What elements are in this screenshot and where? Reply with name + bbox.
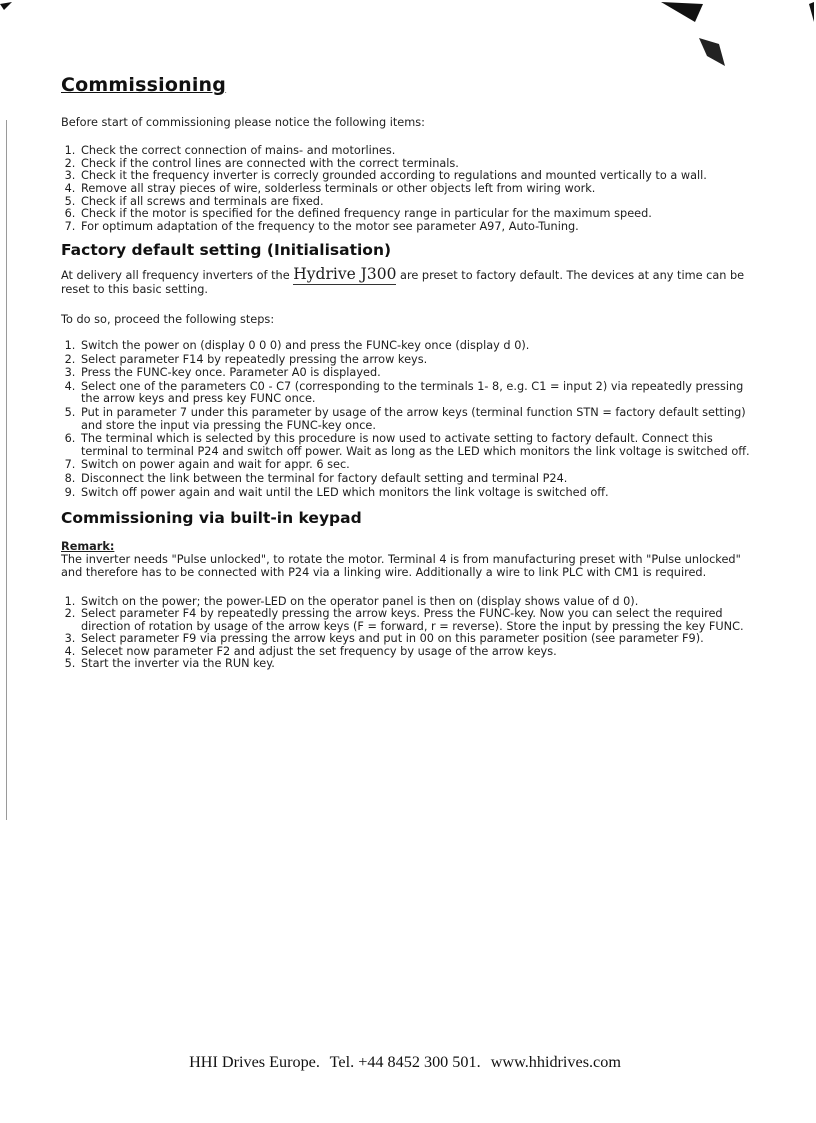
factory-intro-prefix: At delivery all frequency inverters of the bbox=[61, 269, 294, 283]
factory-intro-suffix: are preset to factory default. The devices at any time can be reset to this basic setting. bbox=[61, 269, 745, 296]
list-item: 1. Switch the power on (display 0 0 0) and press the FUNC-key once (display d 0). bbox=[79, 340, 761, 353]
commissioning-intro: Before start of commissioning please notice the following items: bbox=[61, 116, 425, 129]
factory-steps-list bbox=[61, 340, 761, 499]
list-item: 5. Put in parameter 7 under this parameter by usage of the arrow keys (terminal function STN = factory default setting) and store the input via pressing the FUNC-key once. bbox=[79, 407, 761, 432]
main-content bbox=[61, 74, 761, 671]
list-item: 1. Switch on the power; the power-LED on the operator panel is then on (display shows value of d 0). bbox=[79, 596, 761, 609]
list-item: 6. Check if the motor is specified for the defined frequency range in particular for the maximum speed. bbox=[79, 208, 761, 221]
list-item: 7. Switch on power again and wait for appr. 6 sec. bbox=[79, 459, 761, 472]
list-item: 3. Check it the frequency inverter is correcly grounded according to regulations and mounted vertically to a wall. bbox=[79, 170, 761, 183]
commissioning-checklist bbox=[61, 145, 761, 233]
list-item: 6. The terminal which is selected by this procedure is now used to activate setting to factory default. Connect this terminal to terminal P24 and switch off power. Wait as long as the LED which monitors the link voltage is switched off. bbox=[79, 433, 761, 458]
list-item: 4. Selecet now parameter F2 and adjust the set frequency by usage of the arrow keys. bbox=[79, 646, 761, 659]
list-item: 9. Switch off power again and wait until the LED which monitors the link voltage is switched off. bbox=[79, 487, 761, 500]
keypad-heading: Commissioning via built-in keypad bbox=[61, 509, 362, 528]
factory-default-heading: Factory default setting (Initialisation) bbox=[61, 241, 392, 260]
remark-label: Remark: bbox=[61, 540, 115, 554]
scan-mark-right-edge bbox=[806, 0, 816, 24]
remark-text: The inverter needs "Pulse unlocked", to rotate the motor. Terminal 4 is from manufacturing preset with "Pulse unlocked" and therefore has to be connected with P24 via a linking wire. Additionally a wire to link PLC with CM1 is required. bbox=[61, 553, 741, 580]
list-item: 2. Select parameter F4 by repeatedly pressing the arrow keys. Press the FUNC-key. Now you can select the required direction of rotation by usage of the arrow keys (F = forward, r = reverse). Store the input by pressing the key FUNC. bbox=[79, 608, 761, 633]
list-item: 3. Select parameter F9 via pressing the arrow keys and put in 00 on this parameter position (see parameter F9). bbox=[79, 633, 761, 646]
keypad-steps-list bbox=[61, 596, 761, 672]
list-item: 2. Check if the control lines are connected with the correct terminals. bbox=[79, 158, 761, 171]
list-item: 5. Start the inverter via the RUN key. bbox=[79, 658, 761, 671]
list-item: 3. Press the FUNC-key once. Parameter A0 is displayed. bbox=[79, 367, 761, 380]
product-name: Hydrive J300 bbox=[293, 265, 397, 284]
factory-intro bbox=[61, 265, 761, 296]
page-footer bbox=[0, 1053, 816, 1072]
list-item: 7. For optimum adaptation of the frequency to the motor see parameter A97, Auto-Tuning. bbox=[79, 221, 761, 234]
list-item: 5. Check if all screws and terminals are fixed. bbox=[79, 196, 761, 209]
page-title: Commissioning bbox=[61, 74, 227, 96]
scan-mark-top-left bbox=[0, 0, 14, 14]
footer-phone: Tel. +44 8452 300 501. bbox=[329, 1053, 481, 1071]
scan-blot-top-right bbox=[655, 0, 735, 75]
scan-binding-line bbox=[6, 120, 7, 820]
list-item: 4. Select one of the parameters C0 - C7 (corresponding to the terminals 1- 8, e.g. C1 = input 2) via repeatedly pressing the arrow keys and press key FUNC once. bbox=[79, 381, 761, 406]
footer-company: HHI Drives Europe. bbox=[189, 1053, 320, 1071]
footer-website: www.hhidrives.com bbox=[490, 1053, 621, 1071]
list-item: 1. Check the correct connection of mains- and motorlines. bbox=[79, 145, 761, 158]
list-item: 4. Remove all stray pieces of wire, solderless terminals or other objects left from wiring work. bbox=[79, 183, 761, 196]
factory-steps-intro: To do so, proceed the following steps: bbox=[61, 312, 275, 326]
list-item: 2. Select parameter F14 by repeatedly pressing the arrow keys. bbox=[79, 354, 761, 367]
list-item: 8. Disconnect the link between the terminal for factory default setting and terminal P24. bbox=[79, 473, 761, 486]
